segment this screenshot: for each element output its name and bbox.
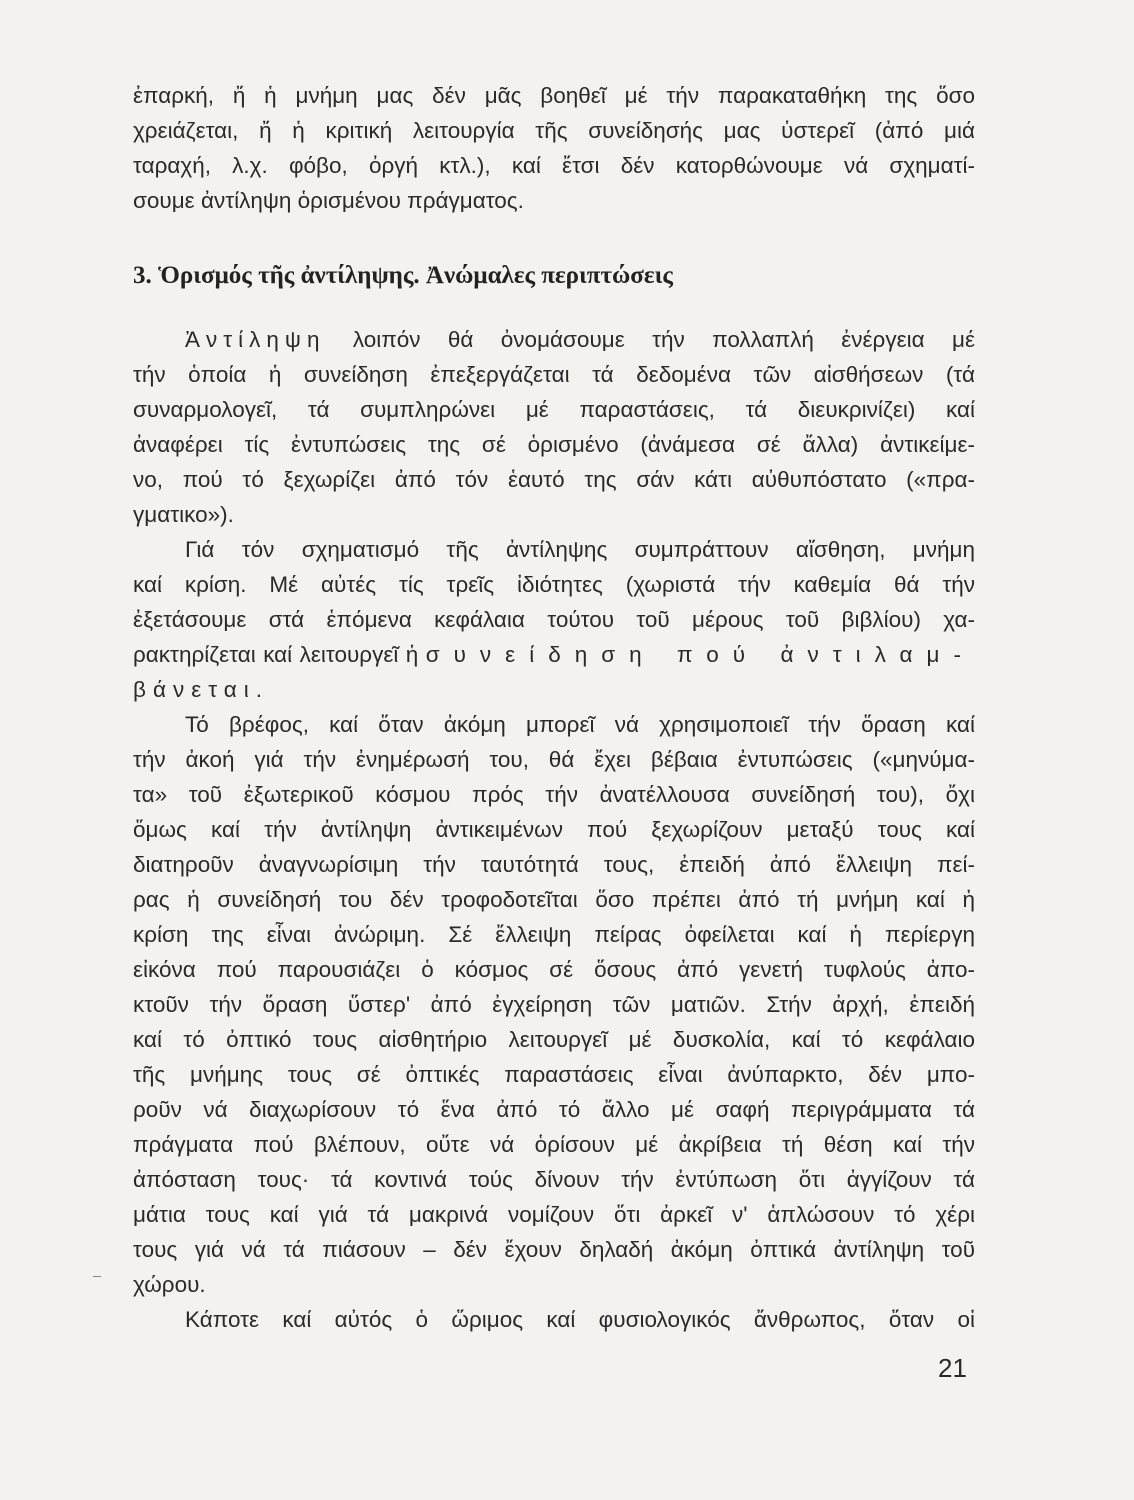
text-fragment: λοιπόν θά ὀνομάσουμε τήν πολλαπλή ἐνέργεια μέ bbox=[325, 327, 975, 352]
intro-paragraph bbox=[133, 78, 975, 218]
text-line: νο, πού τό ξεχωρίζει ἀπό τόν ἑαυτό της σάν κάτι αὐθυπόστατο («πρα- bbox=[133, 467, 975, 492]
text-line: διατηροῦν ἀναγνωρίσιμη τήν ταυτότητά τους, ἐπειδή ἀπό ἔλλειψη πεί- bbox=[133, 852, 975, 877]
paragraph-1-first-line bbox=[133, 322, 975, 357]
text-line: χρειάζεται, ἤ ἡ κριτική λειτουργία τῆς συνείδησής μας ὑστερεῖ (ἀπό μιά bbox=[133, 118, 975, 143]
text-line: Γιά τόν σχηματισμό τῆς ἀντίληψης συμπράττουν αἴσθηση, μνήμη bbox=[185, 537, 975, 562]
text-line: κρίση της εἶναι ἀνώριμη. Σέ ἔλλειψη πείρας ὀφείλεται καί ἡ περίεργη bbox=[133, 922, 975, 947]
text-line: ἐξετάσουμε στά ἑπόμενα κεφάλαια τούτου τοῦ μέρους τοῦ βιβλίου) χα- bbox=[133, 607, 975, 632]
text-line: ρας ἡ συνείδησή του δέν τροφοδοτεῖται ὅσο πρέπει ἀπό τή μνήμη καί ἡ bbox=[133, 887, 975, 912]
spaced-term: συνείδηση πού ἀντιλαμ- bbox=[425, 642, 976, 667]
text-line: μάτια τους καί γιά τά μακρινά νομίζουν ὅτι ἀρκεῖ ν' ἁπλώσουν τό χέρι bbox=[133, 1202, 975, 1227]
text-line: ἐπαρκή, ἤ ἡ μνήμη μας δέν μᾶς βοηθεῖ μέ τήν παρακαταθήκη της ὅσο bbox=[133, 83, 975, 108]
spaced-term: βάνεται. bbox=[133, 677, 270, 702]
main-body bbox=[133, 322, 975, 1337]
text-line: ταραχή, λ.χ. φόβο, ὀργή κτλ.), καί ἔτσι δέν κατορθώνουμε νά σχηματί- bbox=[133, 153, 975, 178]
text-line: τῆς μνήμης τους σέ ὀπτικές παραστάσεις εἶναι ἀνύπαρκτο, δέν μπο- bbox=[133, 1062, 975, 1087]
page-number: 21 bbox=[938, 1353, 967, 1383]
text-line: Τό βρέφος, καί ὅταν ἀκόμη μπορεῖ νά χρησιμοποιεῖ τήν ὅραση καί bbox=[185, 712, 975, 737]
text-line: εἰκόνα πού παρουσιάζει ὁ κόσμος σέ ὅσους ἀπό γενετή τυφλούς ἀπο- bbox=[133, 957, 975, 982]
text-line: σουμε ἀντίληψη ὁρισμένου πράγματος. bbox=[133, 188, 524, 213]
text-line: κτοῦν τήν ὅραση ὕστερ' ἀπό ἐγχείρηση τῶν ματιῶν. Στήν ἀρχή, ἐπειδή bbox=[133, 992, 975, 1017]
text-line: ἀπόσταση τους· τά κοντινά τούς δίνουν τήν ἐντύπωση ὅτι ἀγγίζουν τά bbox=[133, 1167, 975, 1192]
text-line: καί κρίση. Μέ αὐτές τίς τρεῖς ἰδιότητες (χωριστά τήν καθεμία θά τήν bbox=[133, 572, 975, 597]
text-line: ἀναφέρει τίς ἐντυπώσεις της σέ ὁρισμένο (ἀνάμεσα σέ ἄλλα) ἀντικείμε- bbox=[133, 432, 975, 457]
text-line: πράγματα πού βλέπουν, οὔτε νά ὁρίσουν μέ ἀκρίβεια τή θέση καί τήν bbox=[133, 1132, 975, 1157]
text-line: τήν ὁποία ἡ συνείδηση ἐπεξεργάζεται τά δεδομένα τῶν αἰσθήσεων (τά bbox=[133, 362, 975, 387]
text-line: τα» τοῦ ἐξωτερικοῦ κόσμου πρός τήν ἀνατέλλουσα συνείδησή του), ὄχι bbox=[133, 782, 975, 807]
section-heading: 3. Ὁρισμός τῆς ἀντίληψης. Ἀνώμαλες περιπτώσεις bbox=[133, 262, 673, 289]
text-fragment: ρακτηρίζεται καί λειτουργεῖ ἡ bbox=[133, 642, 426, 667]
text-line: συναρμολογεῖ, τά συμπληρώνει μέ παραστάσεις, τά διευκρινίζει) καί bbox=[133, 397, 975, 422]
text-line: γματικο»). bbox=[133, 502, 234, 527]
text-line: Κάποτε καί αὐτός ὁ ὥριμος καί φυσιολογικός ἄνθρωπος, ὅταν οἱ bbox=[185, 1307, 975, 1332]
text-line: τήν ἀκοή γιά τήν ἐνημέρωσή του, θά ἔχει βέβαια ἐντυπώσεις («μηνύμα- bbox=[133, 747, 975, 772]
paragraph-2-line-5 bbox=[133, 672, 975, 707]
text-line: καί τό ὀπτικό τους αἰσθητήριο λειτουργεῖ μέ δυσκολία, καί τό κεφάλαιο bbox=[133, 1027, 975, 1052]
paragraph-2-line-4 bbox=[133, 637, 975, 672]
margin-mark bbox=[93, 1276, 101, 1277]
text-line: τους γιά νά τά πιάσουν – δέν ἔχουν δηλαδή ἀκόμη ὀπτικά ἀντίληψη τοῦ bbox=[133, 1237, 975, 1262]
text-line: χώρου. bbox=[133, 1272, 206, 1297]
text-line: ροῦν νά διαχωρίσουν τό ἕνα ἀπό τό ἄλλο μέ σαφή περιγράμματα τά bbox=[133, 1097, 975, 1122]
text-line: ὅμως καί τήν ἀντίληψη ἀντικειμένων πού ξεχωρίζουν μεταξύ τους καί bbox=[133, 817, 975, 842]
spaced-term: Ἀντίληψη bbox=[185, 327, 326, 352]
